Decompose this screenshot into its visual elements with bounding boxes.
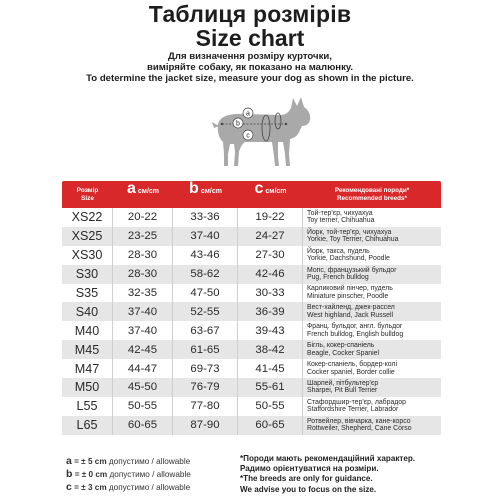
- row-breeds: [303, 284, 441, 303]
- table-row: [62, 284, 441, 303]
- note-line: *The breeds are only for guidance.: [240, 474, 373, 484]
- row-breed-en: Toy terrier, Chihuahua: [307, 217, 375, 225]
- tolerance-legend: [66, 455, 191, 494]
- row-breeds: [303, 208, 441, 227]
- table-row: [62, 208, 441, 227]
- row-breed-ua: Кокер-спаніель, бордер-колі: [307, 360, 398, 368]
- row-breed-en: Yorkie, Dachshund, Poodle: [307, 255, 390, 263]
- instructions: [0, 51, 500, 84]
- row-breeds: [303, 302, 441, 321]
- row-a: 60-65: [113, 416, 173, 435]
- note-line: *Породи мають рекомендаційний характер.: [240, 454, 416, 463]
- row-b: 43-46: [173, 246, 238, 265]
- size-table: [62, 181, 441, 435]
- instruction-en-line: To determine the jacket size, measure your dog as shown in the picture.: [86, 73, 414, 84]
- row-b: 33-36: [173, 208, 238, 227]
- row-size: S35: [62, 284, 113, 303]
- row-b: 58-62: [173, 265, 238, 284]
- row-b: 61-65: [173, 340, 238, 359]
- table-row: [62, 227, 441, 246]
- measure-b-start-dot: [221, 123, 223, 125]
- header-breeds: [303, 181, 441, 208]
- legend-item-a: [66, 455, 191, 468]
- dog-body-shape: [218, 97, 310, 166]
- legend-text: допустимо / allowable: [109, 470, 191, 479]
- legend-tolerance: = ± 0 cm: [74, 470, 108, 479]
- row-breeds: [303, 340, 441, 359]
- row-b: 37-40: [173, 227, 238, 246]
- title-ukrainian: Таблиця розмірів: [148, 1, 352, 27]
- table-header: [62, 181, 441, 208]
- row-breed-en: West highland, Jack Russell: [307, 311, 394, 319]
- row-c: 36-39: [238, 302, 303, 321]
- note-line: Радимо орієнтуватися на розміри.: [240, 464, 379, 474]
- row-a: 50-55: [113, 397, 173, 416]
- row-a: 37-40: [113, 302, 173, 321]
- header-a: [113, 181, 173, 208]
- row-size: S30: [62, 265, 113, 284]
- row-breeds: [303, 416, 441, 435]
- row-breed-en: Miniature pinscher, Poodle: [307, 293, 389, 300]
- row-b: 76-79: [173, 378, 238, 397]
- legend-text: допустимо / allowable: [108, 457, 191, 466]
- row-a: 28-30: [113, 246, 173, 265]
- title-block: [0, 2, 500, 50]
- header-a-letter: a: [126, 180, 136, 197]
- legend-item-c: [66, 481, 191, 494]
- row-breed-ua: Мопс, французький бульдог: [307, 266, 397, 274]
- row-breed-ua: Той-тер'єр, чихуахуа: [307, 209, 373, 217]
- label-a: a: [246, 110, 250, 118]
- table-row: [62, 246, 441, 265]
- legend-tolerance: = ± 3 cm: [74, 483, 107, 492]
- legend-letter: c: [66, 481, 72, 493]
- table-row: [62, 397, 441, 416]
- instruction-ua-line2: виміряйте собаку, як показано на малюнку.: [146, 62, 354, 73]
- row-breed-ua: Франц. бульдог, англ. бульдог: [307, 323, 403, 331]
- row-b: 63-67: [173, 321, 238, 340]
- row-breeds: [303, 265, 441, 284]
- row-size: M40: [62, 321, 113, 340]
- table-row: [62, 359, 441, 378]
- row-size: L55: [62, 397, 113, 416]
- row-a: 23-25: [113, 227, 173, 246]
- table-row: [62, 321, 441, 340]
- row-c: 30-33: [238, 284, 303, 303]
- row-breed-ua: Йорк, той-тер'єр, чихуахуа: [307, 228, 392, 236]
- row-b: 87-90: [173, 416, 238, 435]
- measure-b-end-dot: [285, 123, 287, 125]
- row-breed-ua: Шарпей, пітбультер'єр: [307, 379, 379, 387]
- row-c: 42-46: [238, 265, 303, 284]
- legend-letter: a: [66, 455, 72, 467]
- row-a: 28-30: [113, 265, 173, 284]
- dog-illustration: [190, 94, 320, 174]
- header-c-unit: см/cm: [265, 188, 287, 195]
- header-b: [173, 181, 238, 208]
- title-english: Size chart: [195, 25, 305, 51]
- row-b: 47-50: [173, 284, 238, 303]
- row-breed-en: Rottweiler, Shepherd, Cane Corso: [307, 425, 412, 433]
- row-breed-en: Beagle, Cocker Spaniel: [307, 349, 380, 357]
- header-b-letter: b: [189, 180, 199, 197]
- row-breeds: [303, 359, 441, 378]
- row-a: 32-35: [113, 284, 173, 303]
- row-c: 38-42: [238, 340, 303, 359]
- row-breed-en: Staffordshire Terrier, Labrador: [307, 406, 399, 414]
- header-breeds-ua: Рекомендовані породи*: [334, 186, 410, 194]
- legend-text: допустимо / allowable: [108, 483, 191, 492]
- row-breed-en: Pug, French bulldog: [307, 274, 369, 282]
- row-breed-ua: Вест-хайленд, джек-рассел: [307, 304, 395, 312]
- legend-tolerance: = ± 5 cm: [74, 457, 107, 466]
- row-c: 55-61: [238, 378, 303, 397]
- header-c: [238, 181, 303, 208]
- row-size: M50: [62, 378, 113, 397]
- row-size: M45: [62, 340, 113, 359]
- row-breed-ua: Ротвейлер, вівчарка, кане-корсо: [307, 417, 411, 425]
- table-row: [62, 265, 441, 284]
- row-c: 50-55: [238, 397, 303, 416]
- breeds-footnote: [240, 454, 415, 495]
- table-row: [62, 378, 441, 397]
- row-breeds: [303, 227, 441, 246]
- row-size: M47: [62, 359, 113, 378]
- row-size: S40: [62, 302, 113, 321]
- label-b: b: [236, 120, 240, 128]
- table-row: [62, 302, 441, 321]
- header-size: [62, 181, 113, 208]
- row-breed-en: French bulldog, English bulldog: [307, 330, 404, 338]
- row-breeds: [303, 397, 441, 416]
- row-breeds: [303, 378, 441, 397]
- row-breed-en: Cocker spaniel, Border collie: [307, 368, 395, 376]
- row-c: 39-43: [238, 321, 303, 340]
- row-breed-ua: Йорк, такса, пудель: [307, 247, 370, 255]
- row-c: 60-65: [238, 416, 303, 435]
- row-size: L65: [62, 416, 113, 435]
- header-a-unit: см/cm: [137, 188, 160, 195]
- instruction-ua-line1: Для визначення розміру курточки,: [168, 51, 332, 62]
- row-a: 37-40: [113, 321, 173, 340]
- note-line: We advise you to focus on the size.: [240, 484, 377, 494]
- legend-item-b: [66, 468, 191, 481]
- row-breeds: [303, 246, 441, 265]
- row-breed-ua: Стафордшир-тер'єр, лабрадор: [307, 398, 406, 406]
- header-c-letter: c: [254, 180, 264, 197]
- legend-letter: b: [66, 468, 73, 480]
- dog-measurement-diagram: [190, 94, 320, 174]
- table-row: [62, 416, 441, 435]
- row-breed-ua: Карликовий пінчер, пудель: [307, 285, 393, 293]
- row-c: 27-30: [238, 246, 303, 265]
- row-breeds: [303, 321, 441, 340]
- header-breeds-en: Recommended breeds*: [336, 194, 407, 202]
- row-a: 42-45: [113, 340, 173, 359]
- row-c: 24-27: [238, 227, 303, 246]
- row-breed-en: Yorkie, Toy Terrier, Chihuahua: [307, 236, 399, 244]
- row-size: XS30: [62, 246, 113, 265]
- row-size: XS22: [62, 208, 113, 227]
- header-size-ua: Розмір: [76, 186, 99, 194]
- table-row: [62, 340, 441, 359]
- header-b-unit: см/cm: [200, 188, 222, 195]
- row-breed-ua: Бігль, кокер-спаніель: [307, 342, 375, 350]
- row-size: XS25: [62, 227, 113, 246]
- row-a: 44-47: [113, 359, 173, 378]
- row-breed-en: Sharpei, Pit Bull Terrier: [307, 387, 378, 395]
- row-c: 41-45: [238, 359, 303, 378]
- row-b: 52-55: [173, 302, 238, 321]
- header-size-en: Size: [80, 194, 94, 202]
- row-b: 69-73: [173, 359, 238, 378]
- row-a: 45-50: [113, 378, 173, 397]
- row-a: 20-22: [113, 208, 173, 227]
- row-c: 19-22: [238, 208, 303, 227]
- row-b: 77-80: [173, 397, 238, 416]
- label-c: c: [246, 132, 250, 140]
